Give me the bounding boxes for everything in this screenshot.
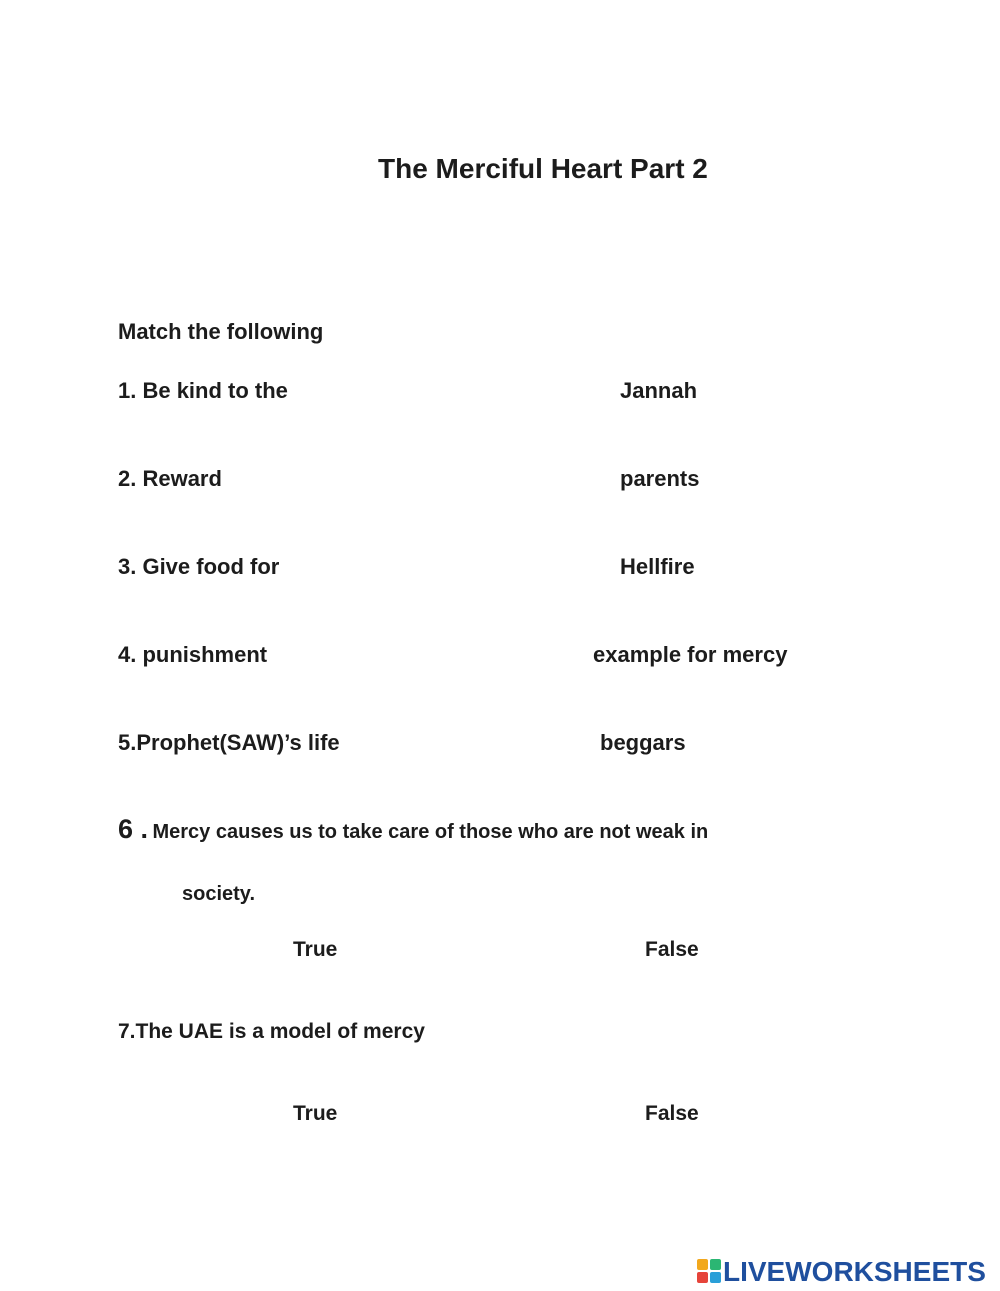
match-right-item-1[interactable]: Jannah — [620, 378, 698, 403]
question-7-true-option[interactable]: True — [293, 1102, 338, 1125]
section-heading: Match the following — [118, 319, 324, 344]
match-left-item-3: 3. Give food for — [118, 554, 280, 579]
logo-block — [710, 1259, 721, 1270]
question-6-text-line1: Mercy causes us to take care of those who are not weak in — [152, 821, 709, 843]
match-right-item-4[interactable]: example for mercy — [593, 642, 788, 667]
logo-block — [710, 1272, 721, 1283]
question-6 — [118, 814, 708, 845]
logo-block — [697, 1272, 708, 1283]
question-6-number: 6 . — [118, 814, 149, 844]
match-right-item-2[interactable]: parents — [620, 466, 700, 491]
question-7-text: 7.The UAE is a model of mercy — [118, 1020, 425, 1043]
logo-block — [697, 1259, 708, 1270]
match-left-item-4: 4. punishment — [118, 642, 268, 667]
question-6-text-line2: society. — [182, 883, 255, 905]
question-6-true-option[interactable]: True — [293, 938, 338, 961]
match-left-item-5: 5.Prophet(SAW)’s life — [118, 730, 340, 755]
match-right-item-5[interactable]: beggars — [600, 730, 686, 755]
question-6-false-option[interactable]: False — [645, 938, 699, 961]
liveworksheets-wordmark: LIVEWORKSHEETS — [723, 1256, 986, 1287]
question-7-false-option[interactable]: False — [645, 1102, 699, 1125]
liveworksheets-logo-icon — [697, 1259, 721, 1283]
match-left-item-2: 2. Reward — [118, 466, 222, 491]
liveworksheets-brand — [697, 1256, 997, 1286]
match-right-item-3[interactable]: Hellfire — [620, 554, 695, 579]
match-left-item-1: 1. Be kind to the — [118, 378, 288, 403]
page-title: The Merciful Heart Part 2 — [378, 153, 708, 184]
